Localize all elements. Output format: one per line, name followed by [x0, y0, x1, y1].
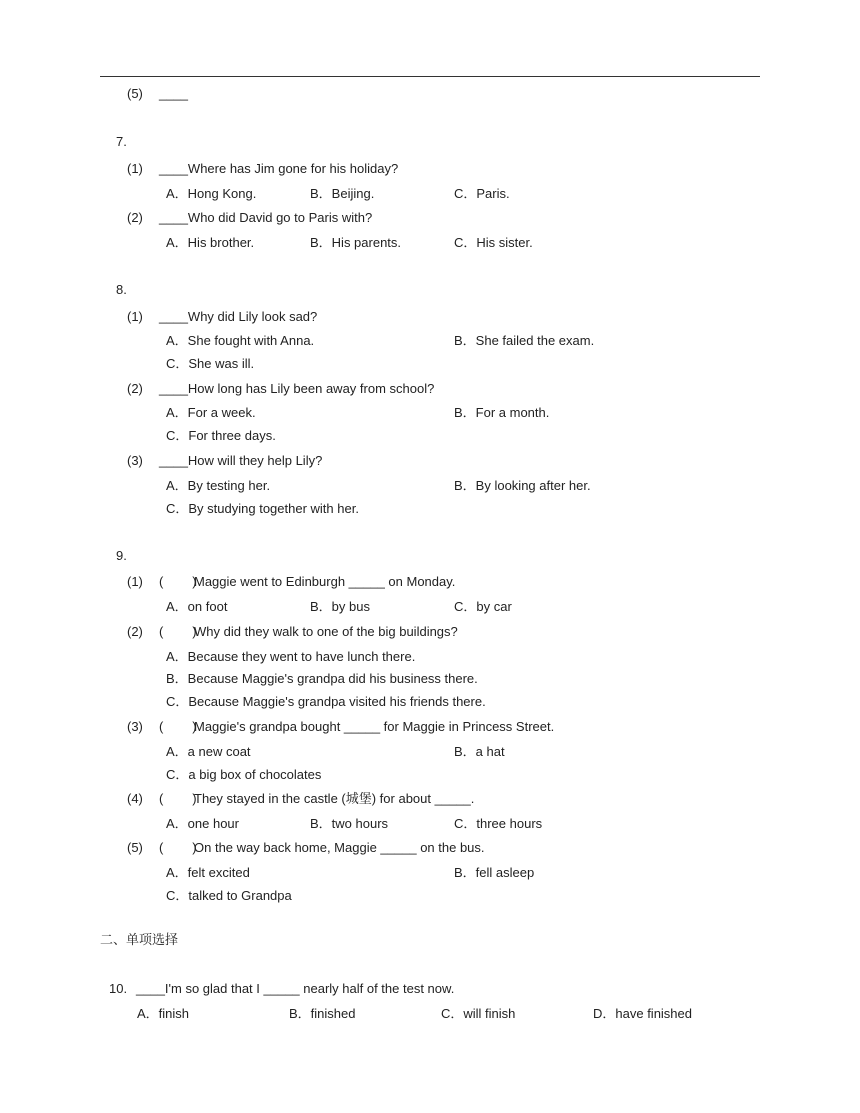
option-c: C．a big box of chocolates [166, 767, 322, 782]
option-c: C．Paris. [454, 186, 510, 201]
option-a: A．one hour [166, 816, 239, 831]
option-a: A．His brother. [166, 235, 255, 250]
sub-number: (1) [127, 309, 143, 324]
sub-number: (3) [127, 453, 143, 468]
option-a: A．For a week. [166, 405, 256, 420]
option-c: C．His sister. [454, 235, 533, 250]
option-b: B．She failed the exam. [454, 333, 595, 348]
option-c: C．She was ill. [166, 356, 255, 371]
option-c: C．talked to Grandpa [166, 888, 292, 903]
option-d: D．have finished [593, 1006, 692, 1021]
option-b: B．a hat [454, 744, 505, 759]
question-stem: ____Where has Jim gone for his holiday? [159, 161, 399, 176]
sub-number: (3) [127, 719, 143, 734]
option-c: C．For three days. [166, 428, 276, 443]
option-a: A．By testing her. [166, 478, 271, 493]
option-c: C．Because Maggie's grandpa visited his friends there. [166, 694, 486, 709]
answer-paren: ( ) [159, 624, 197, 639]
question-stem: They stayed in the castle (城堡) for about _____. [194, 791, 475, 806]
answer-paren: ( ) [159, 840, 197, 855]
header-rule [100, 76, 760, 77]
question-stem: Why did they walk to one of the big buildings? [194, 624, 458, 639]
answer-blank: ____ [159, 86, 188, 101]
question-number: 7. [116, 134, 127, 149]
sub-number: (5) [127, 86, 143, 101]
question-stem: ____Who did David go to Paris with? [159, 210, 373, 225]
option-a: A．Because they went to have lunch there. [166, 649, 416, 664]
question-stem: ____Why did Lily look sad? [159, 309, 318, 324]
option-a: A．She fought with Anna. [166, 333, 315, 348]
answer-paren: ( ) [159, 574, 197, 589]
question-number: 8. [116, 282, 127, 297]
question-number: 9. [116, 548, 127, 563]
option-c: C．by car [454, 599, 512, 614]
sub-number: (2) [127, 210, 143, 225]
answer-paren: ( ) [159, 791, 197, 806]
question-stem: ____How will they help Lily? [159, 453, 323, 468]
sub-number: (1) [127, 161, 143, 176]
sub-number: (2) [127, 381, 143, 396]
option-b: B．two hours [310, 816, 389, 831]
option-b: B．By looking after her. [454, 478, 591, 493]
option-c: C．three hours [454, 816, 543, 831]
question-stem: Maggie went to Edinburgh _____ on Monday. [194, 574, 456, 589]
question-stem: Maggie's grandpa bought _____ for Maggie in Princess Street. [194, 719, 555, 734]
question-stem: ____How long has Lily been away from school? [159, 381, 435, 396]
answer-paren: ( ) [159, 719, 197, 734]
option-b: B．fell asleep [454, 865, 535, 880]
sub-number: (1) [127, 574, 143, 589]
option-b: B．His parents. [310, 235, 402, 250]
question-stem: On the way back home, Maggie _____ on the bus. [194, 840, 485, 855]
sub-number: (2) [127, 624, 143, 639]
option-a: A．Hong Kong. [166, 186, 257, 201]
option-b: B．For a month. [454, 405, 550, 420]
sub-number: (4) [127, 791, 143, 806]
sub-number: (5) [127, 840, 143, 855]
option-b: B．Beijing. [310, 186, 375, 201]
option-a: A．finish [137, 1006, 190, 1021]
option-a: A．a new coat [166, 744, 251, 759]
option-b: B．finished [289, 1006, 356, 1021]
option-c: C．will finish [441, 1006, 516, 1021]
option-b: B．by bus [310, 599, 370, 614]
option-a: A．on foot [166, 599, 228, 614]
option-b: B．Because Maggie's grandpa did his business there. [166, 671, 478, 686]
option-a: A．felt excited [166, 865, 250, 880]
option-c: C．By studying together with her. [166, 501, 359, 516]
question-stem: ____I'm so glad that I _____ nearly half of the test now. [136, 981, 455, 996]
question-number: 10. [109, 981, 128, 996]
section-heading: 二、单项选择 [100, 933, 179, 948]
